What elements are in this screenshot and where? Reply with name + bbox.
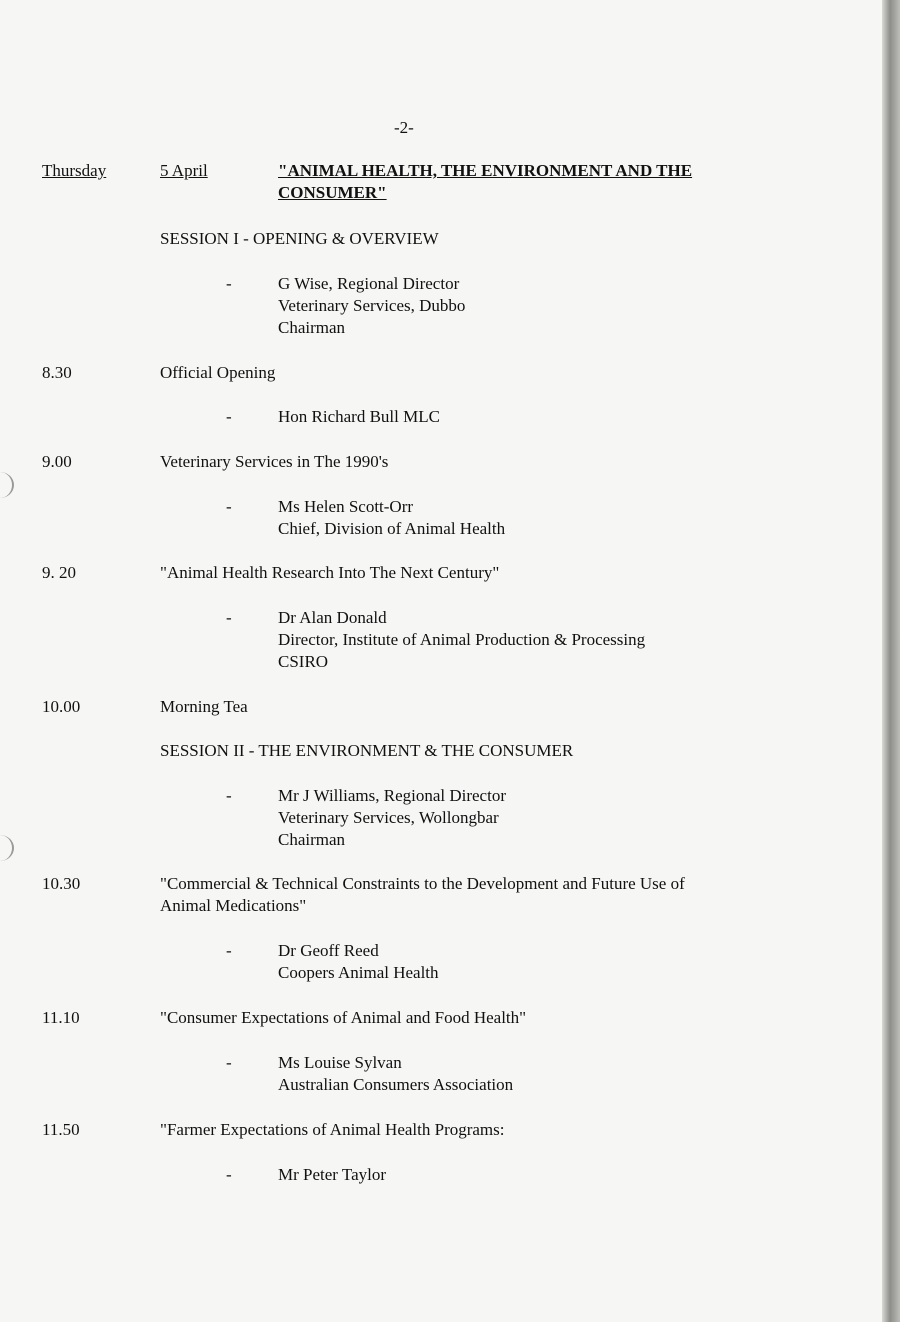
chair-role: Chairman [278, 318, 346, 337]
chair-org: Veterinary Services, Wollongbar [278, 808, 499, 827]
chair-name: G Wise, Regional Director [278, 274, 460, 293]
speaker-affiliation: Director, Institute of Animal Production & Processing [278, 630, 646, 649]
speaker [278, 607, 645, 673]
agenda-time: 10.00 [42, 697, 81, 716]
dash: - [226, 786, 232, 805]
agenda-title: Veterinary Services in The 1990's [160, 452, 389, 471]
speaker-affiliation: Chief, Division of Animal Health [278, 519, 506, 538]
agenda-time: 10.30 [42, 874, 81, 893]
speaker [278, 496, 505, 540]
header-date: 5 April [160, 161, 208, 180]
agenda-title: Morning Tea [160, 697, 248, 716]
agenda-time: 11.10 [42, 1008, 80, 1027]
agenda-title [160, 873, 685, 917]
dash: - [226, 497, 232, 516]
agenda-time: 9. 20 [42, 563, 76, 582]
agenda-title: Official Opening [160, 363, 276, 382]
session2-chair [278, 785, 506, 851]
chair-role: Chairman [278, 830, 346, 849]
speaker-organisation: CSIRO [278, 652, 329, 671]
dash: - [226, 407, 232, 426]
agenda-title-line2: Animal Medications" [160, 896, 307, 915]
binder-edge [882, 0, 900, 1322]
program-title-line1: "ANIMAL HEALTH, THE ENVIRONMENT AND THE [278, 161, 693, 180]
chair-org: Veterinary Services, Dubbo [278, 296, 466, 315]
dash: - [226, 608, 232, 627]
punch-hole [0, 835, 14, 861]
agenda-title: "Animal Health Research Into The Next Century" [160, 563, 500, 582]
punch-hole [0, 472, 14, 498]
agenda-time: 11.50 [42, 1120, 80, 1139]
speaker [278, 1052, 513, 1096]
speaker [278, 940, 439, 984]
chair-name: Mr J Williams, Regional Director [278, 786, 506, 805]
program-title-line2: CONSUMER" [278, 183, 387, 202]
speaker-affiliation: Coopers Animal Health [278, 963, 439, 982]
speaker-name: Ms Louise Sylvan [278, 1053, 402, 1072]
program-title [278, 160, 692, 204]
speaker-name: Dr Geoff Reed [278, 941, 379, 960]
header-day: Thursday [42, 161, 107, 180]
session1-heading: SESSION I - OPENING & OVERVIEW [160, 229, 439, 248]
agenda-title-line1: "Commercial & Technical Constraints to the Development and Future Use of [160, 874, 685, 893]
dash: - [226, 941, 232, 960]
page-number: -2- [394, 118, 414, 137]
agenda-title: "Consumer Expectations of Animal and Food Health" [160, 1008, 527, 1027]
dash: - [226, 274, 232, 293]
agenda-time: 9.00 [42, 452, 72, 471]
agenda-title: "Farmer Expectations of Animal Health Programs: [160, 1120, 505, 1139]
dash: - [226, 1053, 232, 1072]
dash: - [226, 1165, 232, 1184]
session2-heading: SESSION II - THE ENVIRONMENT & THE CONSUMER [160, 741, 574, 760]
agenda-time: 8.30 [42, 363, 72, 382]
speaker-name: Ms Helen Scott-Orr [278, 497, 414, 516]
speaker: Hon Richard Bull MLC [278, 407, 440, 426]
speaker: Mr Peter Taylor [278, 1165, 387, 1184]
speaker-name: Dr Alan Donald [278, 608, 387, 627]
speaker-affiliation: Australian Consumers Association [278, 1075, 514, 1094]
session1-chair [278, 273, 465, 339]
